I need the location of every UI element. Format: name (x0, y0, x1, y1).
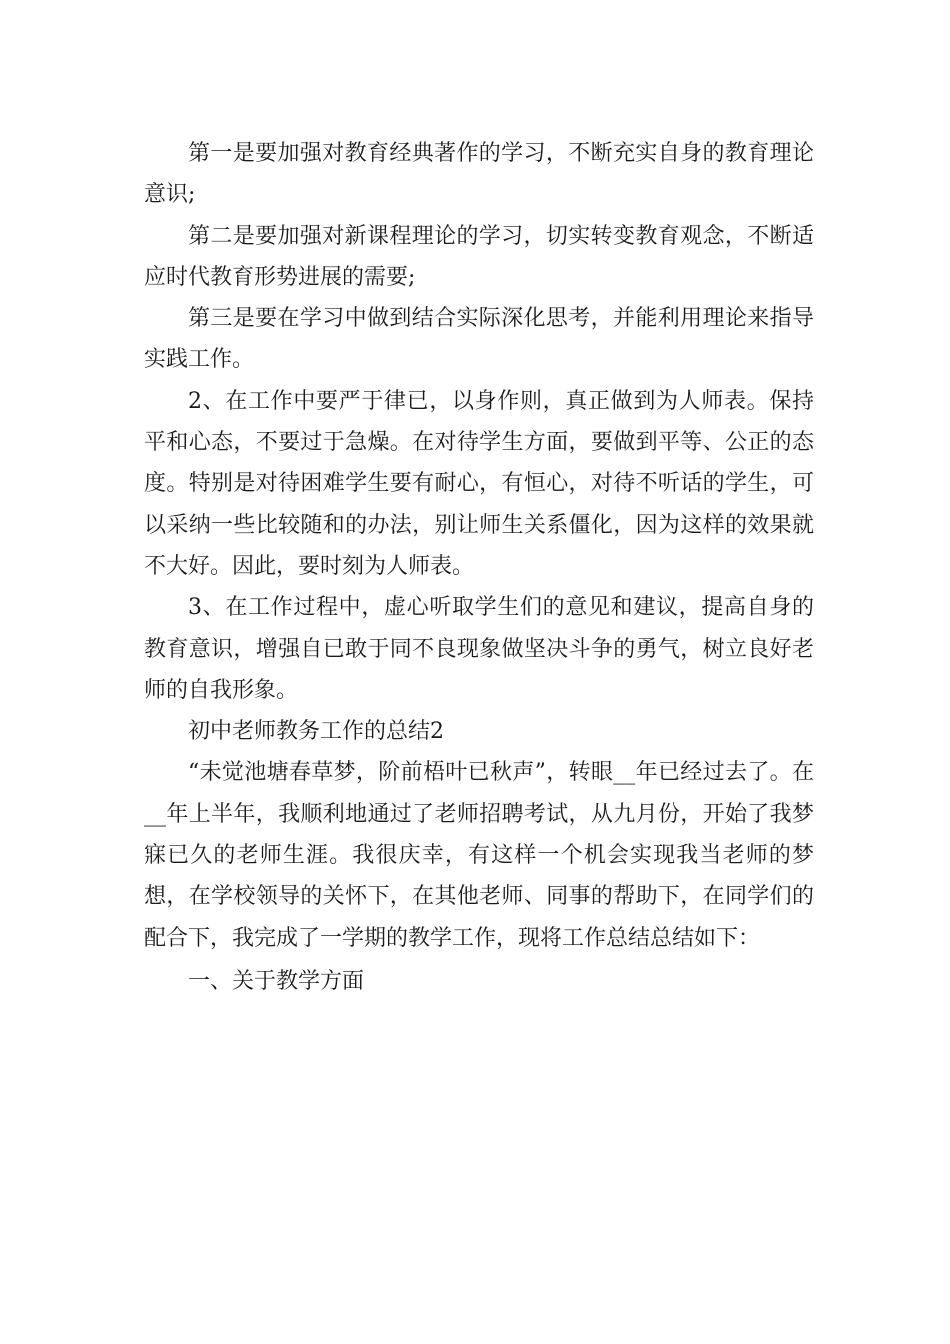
paragraph-study-classics: 第一是要加强对教育经典著作的学习，不断充实自身的教育理论意识; (144, 141, 814, 208)
paragraph-practice-thinking: 第三是要在学习中做到结合实际深化思考，并能利用理论来指导实践工作。 (144, 306, 814, 373)
document-body (144, 133, 814, 1002)
section-title-summary-2: 初中老师教务工作的总结2 (188, 719, 444, 745)
paragraph-self-discipline: 2、在工作中要严于律已，以身作则，真正做到为人师表。保持平和心态，不要过于急燥。在对待学生方面，要做到平等、公正的态度。特别是对待困难学生要有耐心，有恒心，对待不听话的学生，可以采纳一些比较随和的办法，别让师生关系僵化，因为这样的效果就不大好。因此，要时刻为人师表。 (144, 388, 814, 579)
paragraph-listen-students: 3、在工作过程中，虚心听取学生们的意见和建议，提高自身的教育意识，增强自已敢于同不良现象做坚决斗争的勇气，树立良好老师的自我形象。 (144, 595, 814, 703)
paragraph-intro-career: “未觉池塘春草梦，阶前梧叶已秋声”，转眼__年已经过去了。在__年上半年，我顺利地通过了老师招聘考试，从九月份，开始了我梦寐已久的老师生涯。我很庆幸，有这样一个机会实现我当老师的梦想，在学校领导的关怀下，在其他老师、同事的帮助下，在同学们的配合下，我完成了一学期的教学工作，现将工作总结总结如下： (144, 760, 814, 951)
section-heading-teaching: 一、关于教学方面 (188, 968, 365, 994)
paragraph-study-new-curriculum: 第二是要加强对新课程理论的学习，切实转变教育观念，不断适应时代教育形势进展的需要; (144, 223, 814, 290)
